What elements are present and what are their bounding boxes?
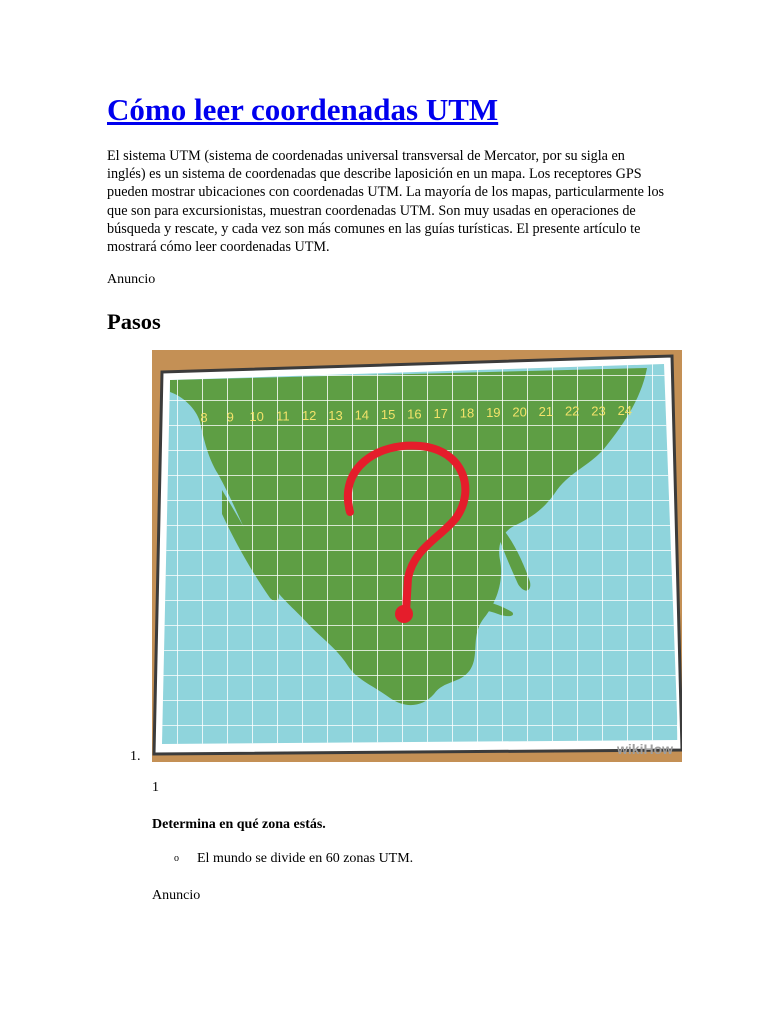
intro-paragraph: El sistema UTM (sistema de coordenadas universal transversal de Mercator, por su sigla en inglés) es un sistema de coordenadas que describe laposición en un mapa. Los receptores GPS pueden mostrar ubicaciones con coordenadas UTM. La mayoría de los mapas, particularmente los que son para excursionistas, muestran coordenadas UTM. Son muy usadas en operaciones de búsqueda y rescate, y cada vez son más comunes en las guías turísticas. El presente artículo te mostrará cómo leer coordenadas UTM. [107, 148, 665, 256]
zone-label-24: 24 [617, 402, 633, 418]
zone-label-8: 8 [200, 410, 208, 425]
zone-label-11: 11 [276, 408, 290, 424]
zone-label-23: 23 [591, 403, 606, 419]
step-image [152, 350, 682, 762]
zone-label-18: 18 [459, 405, 475, 421]
wikihow-watermark: wikiHow [617, 741, 674, 757]
article-title[interactable]: Cómo leer coordenadas UTM [107, 92, 499, 127]
zone-label-20: 20 [512, 404, 527, 420]
zone-label-19: 19 [486, 405, 501, 421]
zone-label-15: 15 [380, 406, 396, 422]
zone-label-10: 10 [249, 409, 264, 425]
utm-map-illustration [152, 350, 682, 762]
step-title: Determina en qué zona estás. [152, 817, 326, 832]
zone-label-21: 21 [538, 404, 554, 420]
ad-label: Anuncio [107, 272, 156, 287]
zone-label-14: 14 [354, 407, 370, 423]
zone-label-13: 13 [328, 407, 343, 423]
ad-label-2: Anuncio [152, 888, 201, 903]
step-number: 1 [152, 780, 159, 795]
question-mark-dot [395, 605, 413, 623]
bullet-text: El mundo se divide en 60 zonas UTM. [197, 851, 414, 866]
zone-label-16: 16 [407, 406, 422, 422]
list-number: 1. [130, 749, 141, 764]
zone-label-12: 12 [301, 408, 317, 424]
bullet-marker: o [174, 853, 179, 864]
zone-label-9: 9 [226, 409, 234, 425]
zone-label-17: 17 [433, 405, 448, 421]
bullet-item [174, 851, 413, 867]
zone-label-22: 22 [564, 403, 580, 419]
steps-heading: Pasos [107, 309, 161, 334]
